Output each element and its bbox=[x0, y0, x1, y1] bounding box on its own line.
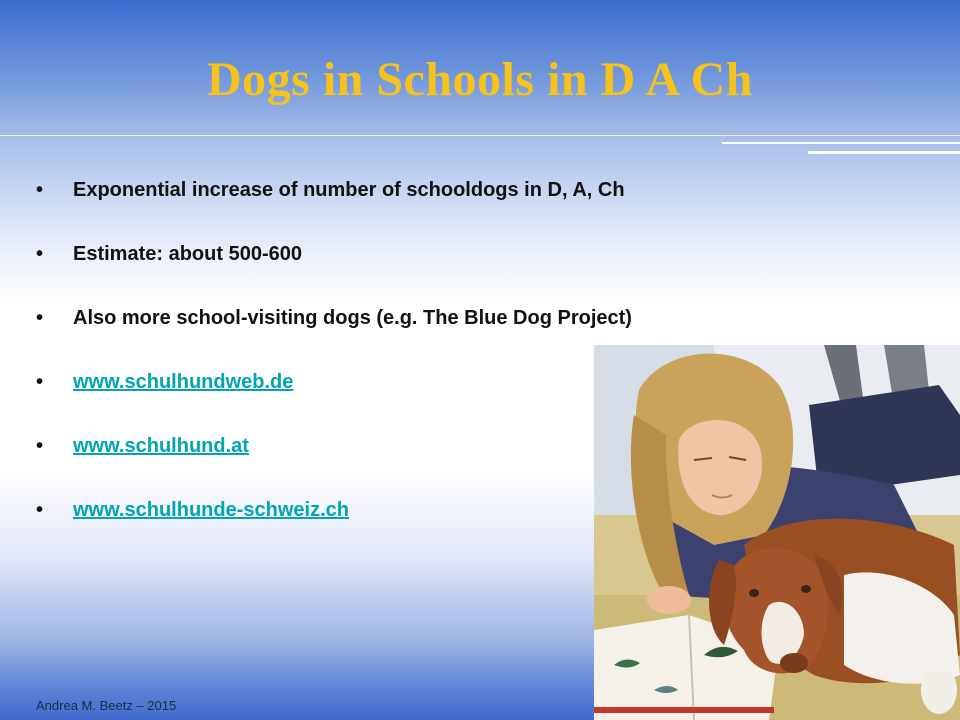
bullet-item bbox=[36, 434, 632, 498]
bullet-text: Also more school-visiting dogs (e.g. The Blue Dog Project) bbox=[73, 307, 632, 329]
bullet-item bbox=[36, 178, 632, 242]
title-divider bbox=[0, 135, 960, 136]
bullet-item bbox=[36, 370, 632, 434]
photo-illustration bbox=[594, 345, 960, 720]
bullet-dot: • bbox=[36, 435, 44, 457]
link-schulhunde-schweiz[interactable]: www.schulhunde-schweiz.ch bbox=[73, 499, 349, 521]
bullet-item bbox=[36, 242, 632, 306]
girl-reading-with-dog-photo bbox=[594, 345, 960, 720]
bullet-dot: • bbox=[36, 371, 44, 393]
bullet-dot: • bbox=[36, 499, 44, 521]
bullet-dot: • bbox=[36, 179, 44, 201]
bullet-text: Exponential increase of number of schooldogs in D, A, Ch bbox=[73, 179, 625, 201]
link-schulhundweb[interactable]: www.schulhundweb.de bbox=[73, 371, 294, 393]
bullet-dot: • bbox=[36, 307, 44, 329]
bullet-text: Estimate: about 500-600 bbox=[73, 243, 302, 265]
bullet-item bbox=[36, 498, 632, 562]
bullet-item bbox=[36, 306, 632, 370]
link-schulhund-at[interactable]: www.schulhund.at bbox=[73, 435, 249, 457]
decorative-line-upper bbox=[722, 142, 960, 144]
bullet-list bbox=[36, 178, 632, 562]
footer-author: Andrea M. Beetz – 2015 bbox=[36, 698, 177, 713]
decorative-line-lower bbox=[808, 151, 960, 154]
bullet-dot: • bbox=[36, 243, 44, 265]
slide-title: Dogs in Schools in D A Ch bbox=[206, 53, 753, 106]
